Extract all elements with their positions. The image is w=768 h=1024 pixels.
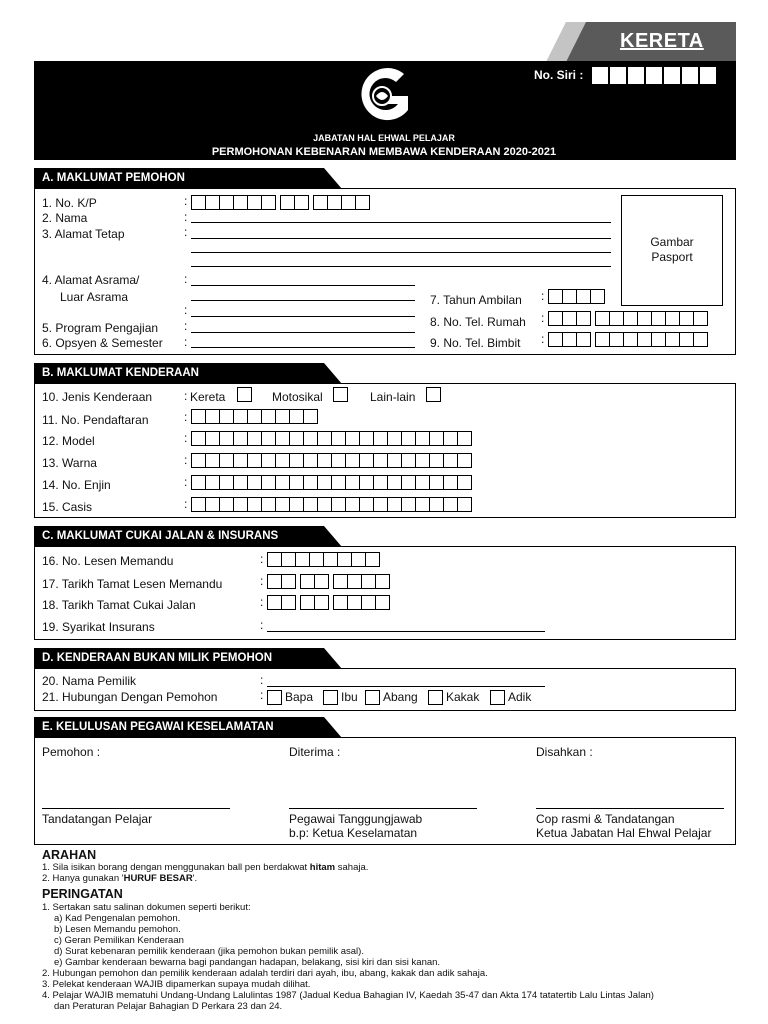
rel-adik-label: Adik [508,690,532,704]
hep-signature-line[interactable] [536,808,724,809]
form-type-label: KERETA [620,30,704,52]
hostel-line-2[interactable] [191,300,415,301]
model-boxes[interactable] [191,431,471,446]
insurance-input[interactable] [267,631,545,632]
serial-number-boxes[interactable] [592,67,716,84]
option-motosikal-checkbox[interactable] [333,387,348,402]
rel-abang-checkbox[interactable] [365,690,380,705]
section-b-title: B. MAKLUMAT KENDERAAN [34,363,324,384]
warning-line: b) Lesen Memandu pemohon. [54,924,181,935]
license-number-boxes[interactable] [267,552,379,567]
chassis-boxes[interactable] [191,497,471,512]
warning-line: c) Geran Pemilikan Kenderaan [54,935,184,946]
applicant-signature-line[interactable] [42,808,230,809]
option-kereta-label: Kereta [190,390,226,404]
approved-heading: Disahkan : [536,745,593,759]
section-a-title: A. MAKLUMAT PEMOHON [34,168,324,189]
officer-signature-label-1: Pegawai Tanggungjawab [289,812,423,826]
field-hostel-label: 4. Alamat Asrama/ [42,273,140,287]
option-lain-checkbox[interactable] [426,387,441,402]
rel-kakak-checkbox[interactable] [428,690,443,705]
field-mobile-label: 9. No. Tel. Bimbit [430,336,521,350]
rel-adik-checkbox[interactable] [490,690,505,705]
rel-bapa-checkbox[interactable] [267,690,282,705]
program-input[interactable] [191,332,415,333]
applicant-heading: Pemohon : [42,745,101,759]
department-name: JABATAN HAL EHWAL PELAJAR [313,133,455,143]
applicant-signature-label: Tandatangan Pelajar [42,812,153,826]
home-phone-boxes[interactable] [548,311,707,326]
serial-label: No. Siri : [534,68,584,82]
field-roadtax-expiry-label: 18. Tarikh Tamat Cukai Jalan [42,598,196,612]
hostel-line-1[interactable] [191,285,415,286]
field-ic-label: 1. No. K/P [42,196,97,210]
field-license-expiry-label: 17. Tarikh Tamat Lesen Memandu [42,577,223,591]
engine-boxes[interactable] [191,475,471,490]
rel-bapa-label: Bapa [285,690,314,704]
mobile-phone-boxes[interactable] [548,332,707,347]
field-intake-label: 7. Tahun Ambilan [430,293,522,307]
address-line-2[interactable] [191,252,611,253]
field-registration-label: 11. No. Pendaftaran [42,413,149,427]
field-name-label: 2. Nama [42,211,88,225]
instructions-heading: ARAHAN [42,848,97,862]
warning-line: dan Peraturan Pelajar Bahagian D Perkara 23 dan 24. [54,1001,283,1012]
name-input[interactable] [191,222,611,223]
field-home-phone-label: 8. No. Tel. Rumah [430,315,526,329]
warning-line: 3. Pelekat kenderaan WAJIB dipamerkan supaya mudah dilihat. [42,979,311,990]
officer-signature-label-2: b.p: Ketua Keselamatan [289,826,418,840]
section-d-title: D. KENDERAAN BUKAN MILIK PEMOHON [34,648,324,669]
ic-number-boxes[interactable] [191,195,369,210]
passport-label-2: Pasport [651,250,693,264]
field-color-label: 13. Warna [42,456,97,470]
field-insurance-label: 19. Syarikat Insurans [42,620,155,634]
section-c-title: C. MAKLUMAT CUKAI JALAN & INSURANS [34,526,324,547]
field-hostel-label-2: Luar Asrama [60,290,129,304]
field-vehicle-type-label: 10. Jenis Kenderaan [42,390,153,404]
field-address-label: 3. Alamat Tetap [42,227,125,241]
passport-label-1: Gambar [650,235,694,249]
hep-signature-label-1: Cop rasmi & Tandatangan [536,812,675,826]
roadtax-expiry-boxes[interactable] [267,595,389,610]
option-lain-label: Lain-lain [370,390,416,404]
rel-ibu-label: Ibu [341,690,358,704]
field-engine-label: 14. No. Enjin [42,478,111,492]
option-kereta-checkbox[interactable] [237,387,252,402]
field-owner-label: 20. Nama Pemilik [42,674,137,688]
license-expiry-boxes[interactable] [267,574,389,589]
color-boxes[interactable] [191,453,471,468]
warning-line: 4. Pelajar WAJIB mematuhi Undang-Undang Lalulintas 1987 (Jadual Kedua Bahagian IV, Kaedah 35-47 dan Akta 174 tatatertib Lalu Lintas Jalan) [42,990,654,1001]
ipg-logo [352,66,414,124]
warning-line: 2. Hubungan pemohon dan pemilik kenderaan adalah terdiri dari ayah, ibu, abang, kakak dan adik sahaja. [42,968,488,979]
address-line-3[interactable] [191,266,611,267]
warning-line: 1. Sertakan satu salinan dokumen seperti berikut: [42,902,251,913]
warning-line: a) Kad Pengenalan pemohon. [54,913,181,924]
rel-abang-label: Abang [383,690,418,704]
field-option-label: 6. Opsyen & Semester [42,336,163,350]
option-motosikal-label: Motosikal [272,390,323,404]
field-model-label: 12. Model [42,434,95,448]
option-semester-input[interactable] [191,347,415,348]
hostel-line-3[interactable] [191,316,415,317]
owner-name-input[interactable] [267,686,545,687]
form-title: PERMOHONAN KEBENARAN MEMBAWA KENDERAAN 2020-2021 [211,146,557,158]
instruction-1: 1. Sila isikan borang dengan menggunakan ball pen berdakwat hitam sahaja. [42,862,369,873]
intake-year-boxes[interactable] [548,289,604,304]
field-license-label: 16. No. Lesen Memandu [42,554,174,568]
rel-kakak-label: Kakak [446,690,480,704]
instruction-2: 2. Hanya gunakan 'HURUF BESAR'. [42,873,198,884]
field-program-label: 5. Program Pengajian [42,321,159,335]
section-e-title: E. KELULUSAN PEGAWAI KESELAMATAN [34,717,324,738]
hep-signature-label-2: Ketua Jabatan Hal Ehwal Pelajar [536,826,712,840]
address-line-1[interactable] [191,238,611,239]
registration-boxes[interactable] [191,409,317,424]
received-heading: Diterima : [289,745,341,759]
warning-line: d) Surat kebenaran pemilik kenderaan (jika pemohon bukan pemilik asal). [54,946,364,957]
field-chassis-label: 15. Casis [42,500,93,514]
officer-signature-line[interactable] [289,808,477,809]
warning-line: e) Gambar kenderaan bewarna bagi pandangan hadapan, belakang, sisi kiri dan sisi kanan. [54,957,441,968]
rel-ibu-checkbox[interactable] [323,690,338,705]
warnings-heading: PERINGATAN [42,887,123,901]
field-relationship-label: 21. Hubungan Dengan Pemohon [42,690,218,704]
